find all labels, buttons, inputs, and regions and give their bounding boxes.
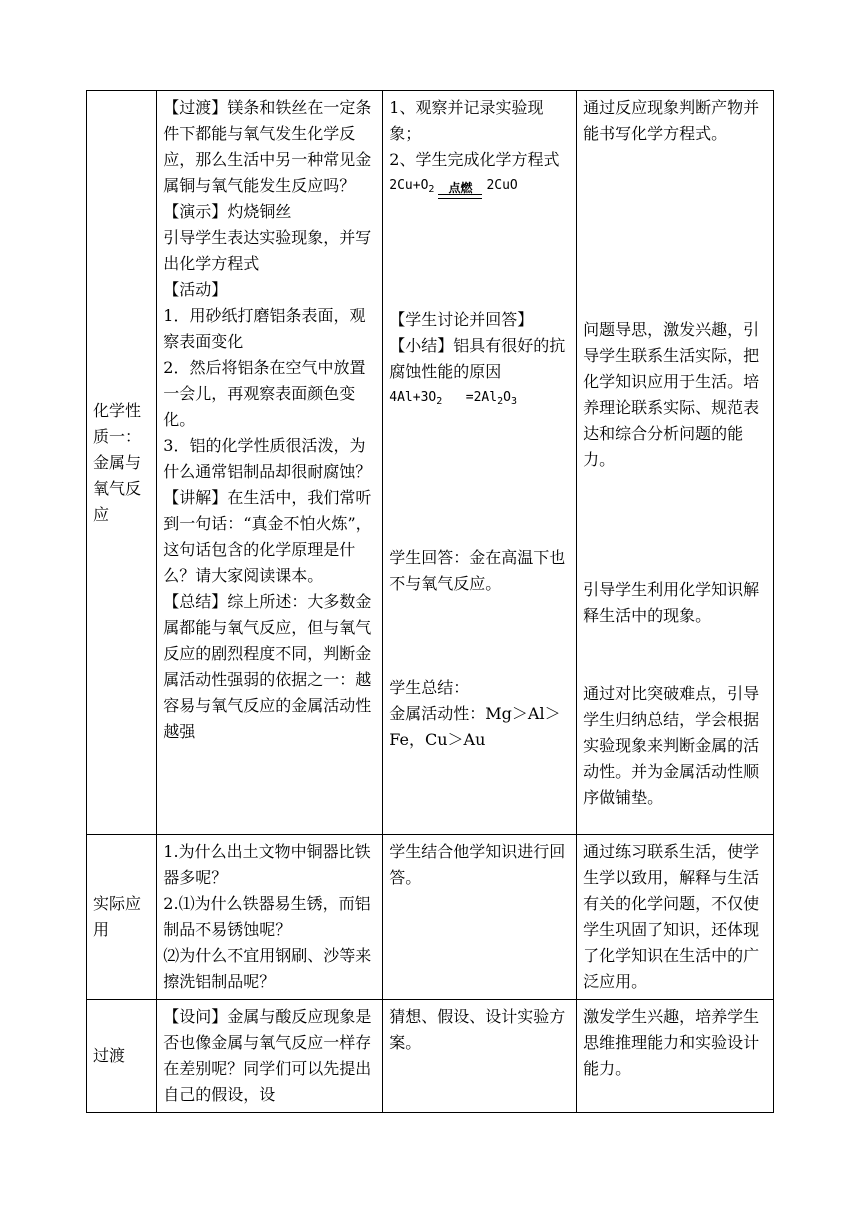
table-row: [87, 835, 774, 1000]
section-heading: 实际应用: [87, 835, 157, 1000]
paragraph: 【过渡】镁条和铁丝在一定条件下都能与氧气发生化学反应，那么生活中另一种常见金属铜与氧气能发生反应吗？: [163, 98, 372, 195]
paragraph: 金属活动性：Mg＞Al＞Fe，Cu＞Au: [389, 704, 561, 749]
paragraph: 问题导思，激发兴趣，引导学生联系生活实际，把化学知识应用于生活。培养理论联系实际、规范表达和综合分析问题的能力。: [583, 320, 760, 469]
design-intent-cell: 通过练习联系生活，使学生学以致用，解释与生活有关的化学问题，不仅使学生巩固了知识，还体现了化学知识在生活中的广泛应用。: [577, 835, 774, 1000]
paragraph: 学生回答：金在高温下也不与氧气反应。: [389, 548, 566, 593]
paragraph: 【演示】灼烧铜丝: [163, 202, 292, 221]
section-heading: 过渡: [87, 1000, 157, 1113]
teacher-activity-cell: [157, 91, 383, 835]
paragraph: 【总结】综上所述：大多数金属都能与氧气反应，但与氧气反应的剧烈程度不同，判断金属活动性强弱的依据之一：越容易与氧气反应的金属活动性越强: [163, 592, 372, 741]
paragraph: 1、观察并记录实验现象；: [389, 98, 544, 143]
paragraph: 【活动】: [163, 280, 228, 299]
list-item: 1.为什么出土文物中铜器比铁器多呢？: [163, 842, 371, 887]
paragraph: 【学生讨论并回答】: [389, 310, 534, 329]
paragraph: 引导学生表达实验现象，并写出化学方程式: [163, 228, 372, 273]
paragraph: 学生总结：: [389, 678, 470, 697]
teacher-activity-cell: 【设问】金属与酸反应现象是否也像金属与氧气反应一样存在差别呢？同学们可以先提出自己的假设，设: [157, 1000, 383, 1113]
list-item: 2．然后将铝条在空气中放置一会儿，再观察表面颜色变化。: [163, 358, 366, 429]
chemical-equation: $4Al+3O_2$ $=2Al_2O_3$: [389, 390, 517, 407]
teacher-activity-cell: [157, 835, 383, 1000]
paragraph: 【讲解】在生活中，我们常听到一句话：“真金不怕火炼”，这句话包含的化学原理是什么？请大家阅读课本。: [163, 488, 372, 585]
student-activity-cell: 猜想、假设、设计实验方案。: [383, 1000, 577, 1113]
student-activity-cell: 学生结合他学知识进行回答。: [383, 835, 577, 1000]
list-item: 3．铝的化学性质很活泼，为什么通常铝制品却很耐腐蚀？: [163, 436, 372, 481]
table-row: [87, 1000, 774, 1113]
design-intent-cell: [577, 91, 774, 835]
table-row: [87, 91, 774, 835]
paragraph: 通过反应现象判断产物并能书写化学方程式。: [583, 98, 760, 143]
section-heading: 化学性质一：金属与氧气反应: [87, 91, 157, 835]
list-item: ⑵为什么不宜用钢刷、沙等来擦洗铝制品呢？: [163, 946, 372, 991]
chemical-equation: $2Cu+O_2$ 点燃 2CuO: [389, 173, 570, 203]
lesson-plan-table: [86, 90, 774, 1113]
list-item: 2.⑴为什么铁器易生锈，而铝制品不易锈蚀呢？: [163, 894, 371, 939]
paragraph: 2、学生完成化学方程式: [389, 150, 560, 169]
design-intent-cell: 激发学生兴趣，培养学生思维推理能力和实验设计能力。: [577, 1000, 774, 1113]
paragraph: 【小结】铝具有很好的抗腐蚀性能的原因: [389, 336, 566, 381]
paragraph: 通过对比突破难点，引导学生归纳总结，学会根据实验现象来判断金属的活动性。并为金属活动性顺序做铺垫。: [583, 684, 760, 807]
list-item: 1．用砂纸打磨铝条表面，观察表面变化: [163, 306, 366, 351]
reaction-condition: 点燃: [438, 181, 482, 203]
paragraph: 引导学生利用化学知识解释生活中的现象。: [583, 580, 760, 625]
student-activity-cell: [383, 91, 577, 835]
